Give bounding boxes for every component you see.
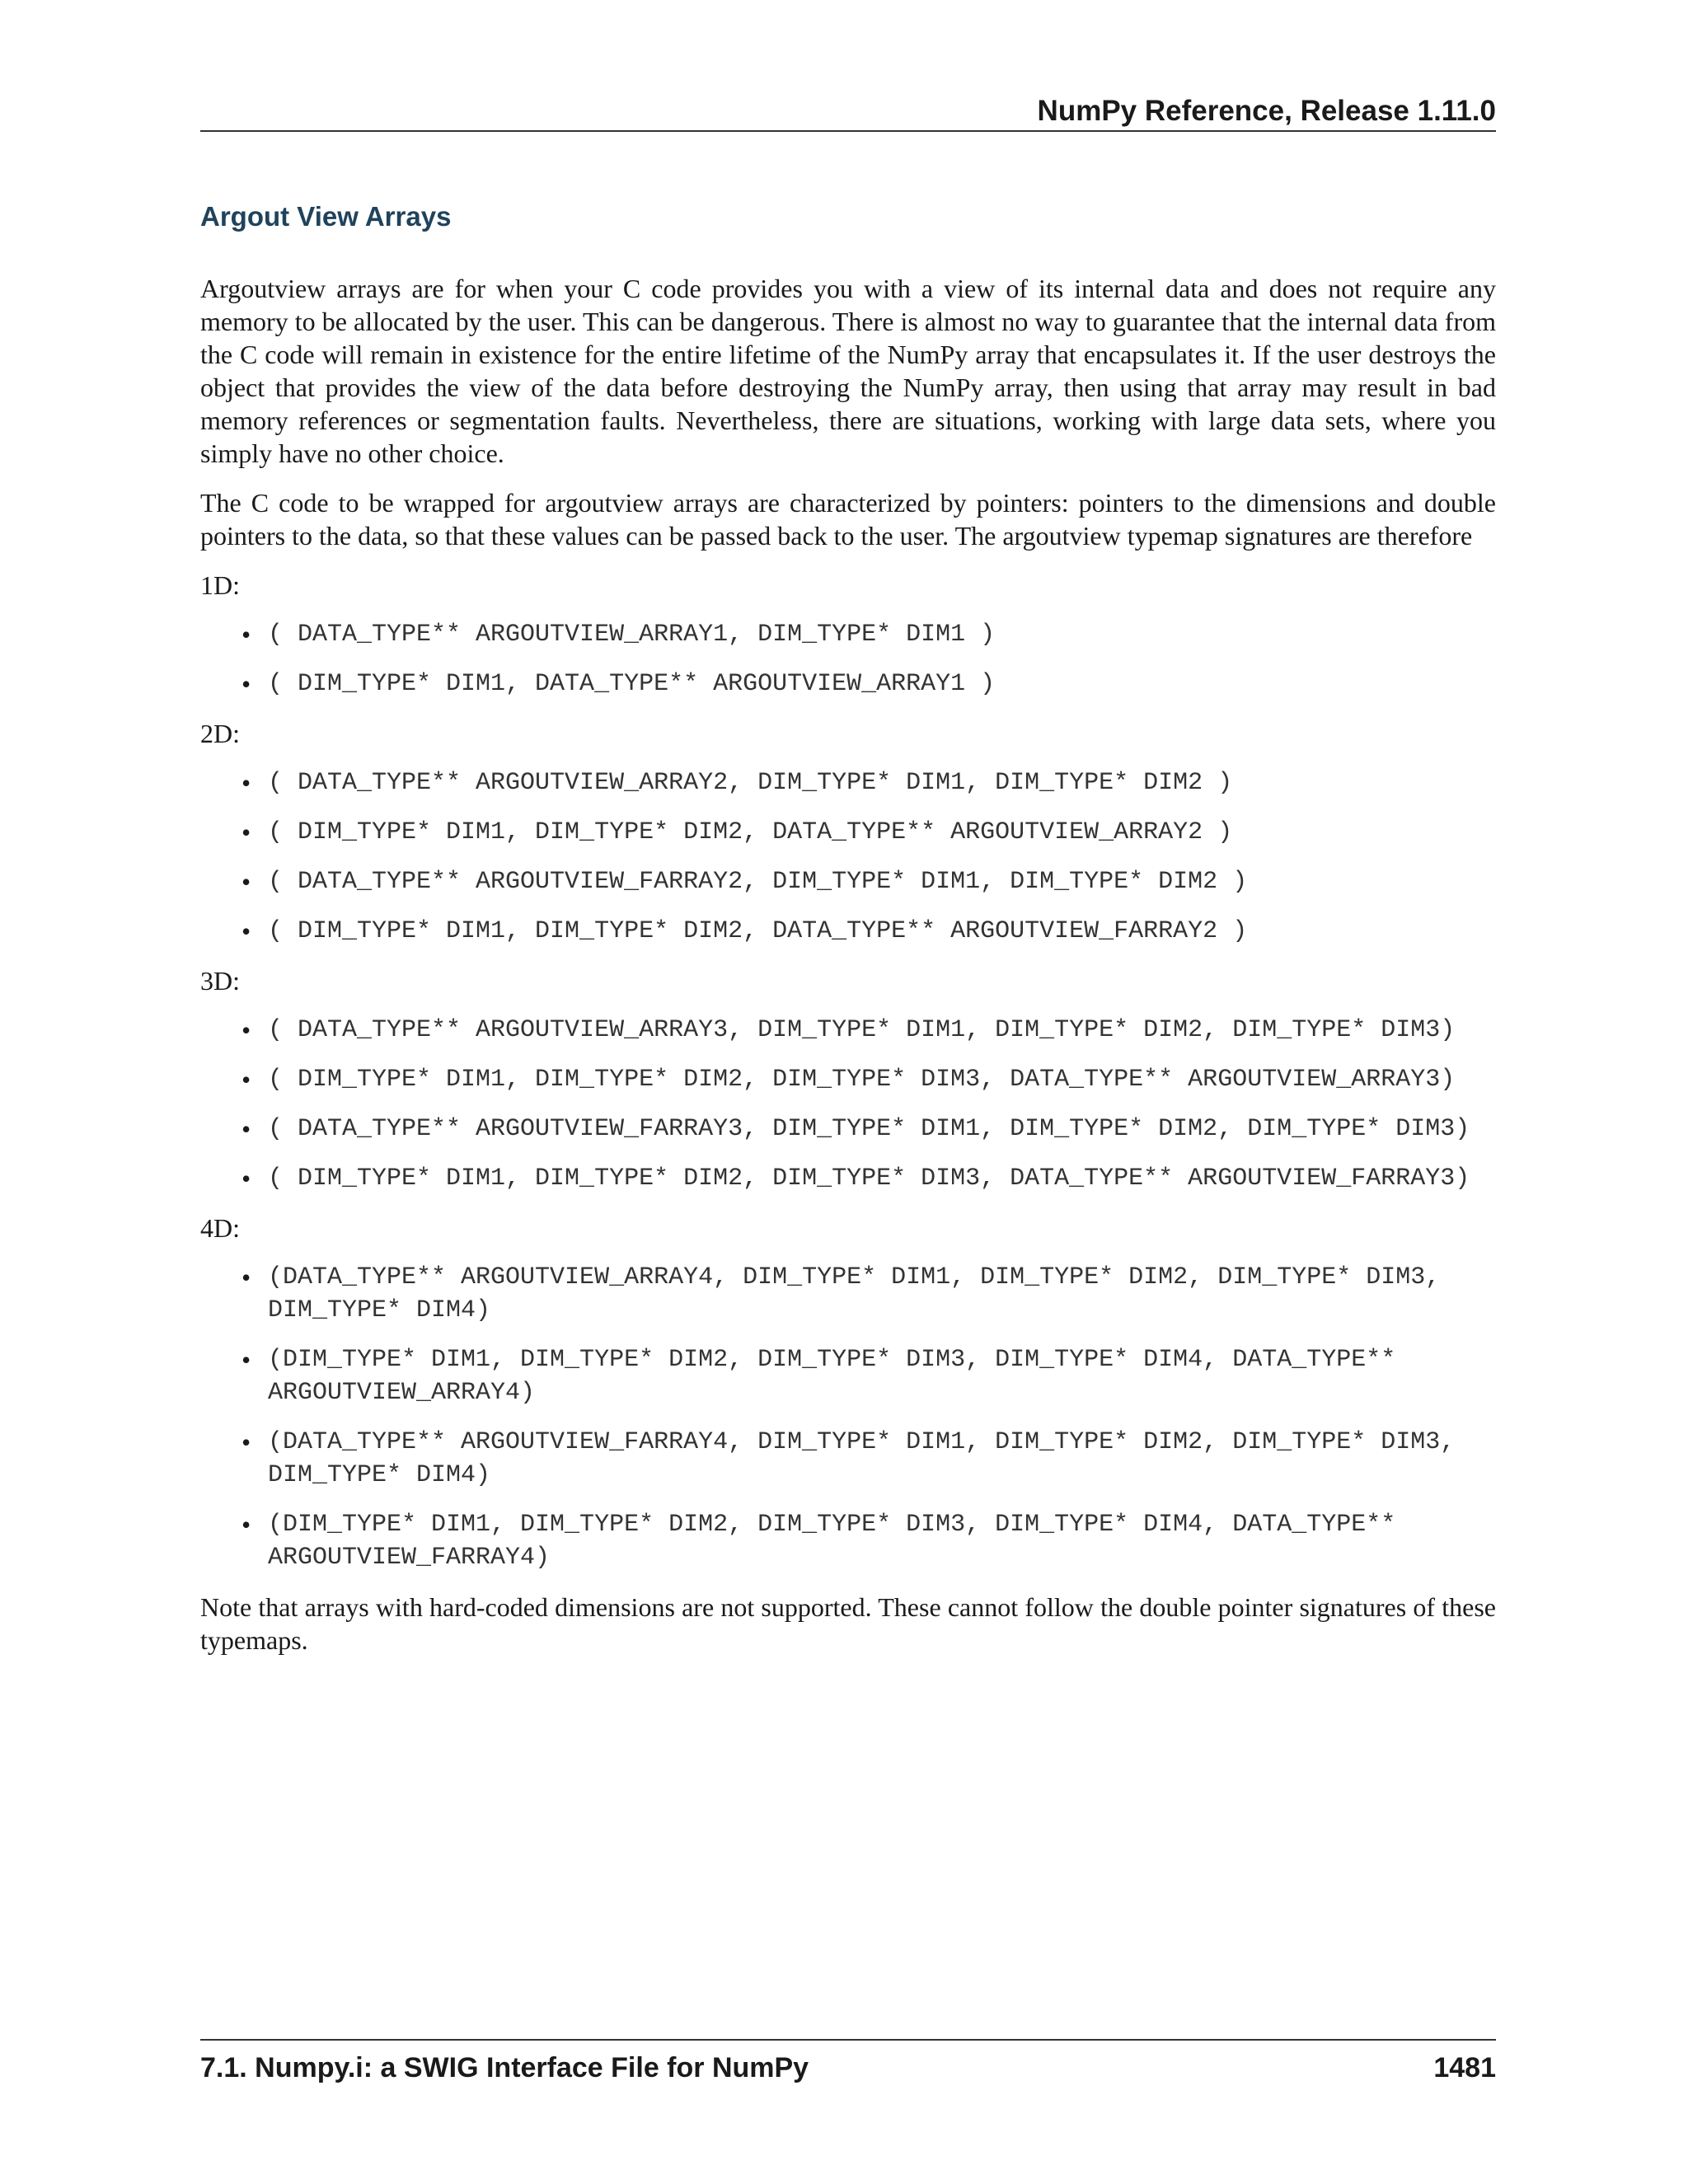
signature-text: ( DATA_TYPE** ARGOUTVIEW_ARRAY3, DIM_TYPE* DIM1, DIM_TYPE* DIM2, DIM_TYPE* DIM3) — [268, 1016, 1456, 1044]
signature-text: ( DATA_TYPE** ARGOUTVIEW_FARRAY2, DIM_TYPE* DIM1, DIM_TYPE* DIM2 ) — [268, 868, 1248, 896]
signature-item — [200, 1343, 1496, 1409]
bullet-icon: • — [241, 620, 251, 649]
signature-text: ( DATA_TYPE** ARGOUTVIEW_FARRAY3, DIM_TYPE* DIM1, DIM_TYPE* DIM2, DIM_TYPE* DIM3) — [268, 1115, 1470, 1143]
main-content — [200, 198, 1496, 1673]
bullet-icon: • — [241, 1263, 251, 1292]
page-number: 1481 — [1433, 2052, 1496, 2083]
bullet-icon: • — [241, 669, 251, 699]
bullet-icon: • — [241, 1427, 251, 1457]
signature-intro-paragraph: The C code to be wrapped for argoutview arrays are characterized by pointers: pointers to the dimensions and double pointers to the data, so that these values can be passed back to the user. The argoutview typemap signatures are therefore — [200, 488, 1496, 551]
signature-list-3d — [200, 1014, 1496, 1195]
bullet-icon: • — [241, 867, 251, 897]
signature-text: ( DIM_TYPE* DIM1, DIM_TYPE* DIM2, DIM_TYPE* DIM3, DATA_TYPE** ARGOUTVIEW_ARRAY3) — [268, 1066, 1456, 1094]
signature-list-1d — [200, 618, 1496, 701]
signature-text: (DATA_TYPE** ARGOUTVIEW_ARRAY4, DIM_TYPE* DIM1, DIM_TYPE* DIM2, DIM_TYPE* DIM3, DIM_TYPE* DIM4) — [268, 1263, 1441, 1324]
signature-text: (DIM_TYPE* DIM1, DIM_TYPE* DIM2, DIM_TYPE* DIM3, DIM_TYPE* DIM4, DATA_TYPE** ARGOUTVIEW_FARRAY4) — [268, 1511, 1396, 1572]
bullet-icon: • — [241, 1510, 251, 1540]
signature-item — [200, 816, 1496, 849]
bullet-icon: • — [241, 768, 251, 798]
signature-item — [200, 668, 1496, 701]
bullet-icon: • — [241, 1114, 251, 1144]
signature-item — [200, 1426, 1496, 1492]
bullet-icon: • — [241, 916, 251, 946]
running-header — [200, 92, 1496, 132]
group-label-2d: 2D: — [200, 719, 240, 748]
signature-text: ( DATA_TYPE** ARGOUTVIEW_ARRAY1, DIM_TYPE* DIM1 ) — [268, 621, 996, 649]
bullet-icon: • — [241, 1065, 251, 1094]
signature-item — [200, 618, 1496, 651]
signature-item — [200, 915, 1496, 948]
signature-item — [200, 1063, 1496, 1096]
signature-text: ( DIM_TYPE* DIM1, DATA_TYPE** ARGOUTVIEW_ARRAY1 ) — [268, 670, 996, 698]
signature-item — [200, 1014, 1496, 1047]
signature-text: ( DIM_TYPE* DIM1, DIM_TYPE* DIM2, DIM_TYPE* DIM3, DATA_TYPE** ARGOUTVIEW_FARRAY3) — [268, 1165, 1470, 1193]
section-title: Argout View Arrays — [200, 201, 452, 232]
footer-chapter: 7.1. Numpy.i: a SWIG Interface File for NumPy — [200, 2052, 809, 2083]
signature-text: ( DIM_TYPE* DIM1, DIM_TYPE* DIM2, DATA_TYPE** ARGOUTVIEW_ARRAY2 ) — [268, 818, 1233, 846]
signature-text: (DIM_TYPE* DIM1, DIM_TYPE* DIM2, DIM_TYPE* DIM3, DIM_TYPE* DIM4, DATA_TYPE** ARGOUTVIEW_ARRAY4) — [268, 1346, 1396, 1407]
bullet-icon: • — [241, 818, 251, 847]
intro-paragraph: Argoutview arrays are for when your C code provides you with a view of its internal data and does not require any memory to be allocated by the user. This can be dangerous. There is almost no way to guarantee that the internal data from the C code will remain in existence for the entire lifetime of the NumPy array that encapsulates it. If the user destroys the object that provides the view of the data before destroying the NumPy array, then using that array may result in bad memory references or segmentation faults. Nevertheless, there are situations, working with large data sets, where you simply have no other choice. — [200, 274, 1496, 468]
bullet-icon: • — [241, 1015, 251, 1045]
signature-list-2d — [200, 766, 1496, 948]
group-label-3d: 3D: — [200, 966, 240, 996]
signature-text: ( DIM_TYPE* DIM1, DIM_TYPE* DIM2, DATA_TYPE** ARGOUTVIEW_FARRAY2 ) — [268, 917, 1248, 945]
running-footer — [200, 2039, 1496, 2087]
signature-text: (DATA_TYPE** ARGOUTVIEW_FARRAY4, DIM_TYPE* DIM1, DIM_TYPE* DIM2, DIM_TYPE* DIM3, DIM_TYPE* DIM4) — [268, 1428, 1456, 1489]
bullet-icon: • — [241, 1345, 251, 1375]
signature-item — [200, 1162, 1496, 1195]
group-label-4d: 4D: — [200, 1213, 240, 1243]
header-title: NumPy Reference, Release 1.11.0 — [1037, 95, 1496, 127]
document-page — [200, 0, 1496, 2184]
signature-list-4d — [200, 1261, 1496, 1574]
group-label-1d: 1D: — [200, 570, 240, 600]
signature-item — [200, 1113, 1496, 1146]
signature-item — [200, 766, 1496, 799]
signature-item — [200, 1261, 1496, 1327]
signature-item — [200, 865, 1496, 898]
signature-item — [200, 1508, 1496, 1574]
note-paragraph: Note that arrays with hard-coded dimensions are not supported. These cannot follow the double pointer signatures of these typemaps. — [200, 1592, 1496, 1655]
bullet-icon: • — [241, 1164, 251, 1193]
signature-text: ( DATA_TYPE** ARGOUTVIEW_ARRAY2, DIM_TYPE* DIM1, DIM_TYPE* DIM2 ) — [268, 769, 1233, 797]
